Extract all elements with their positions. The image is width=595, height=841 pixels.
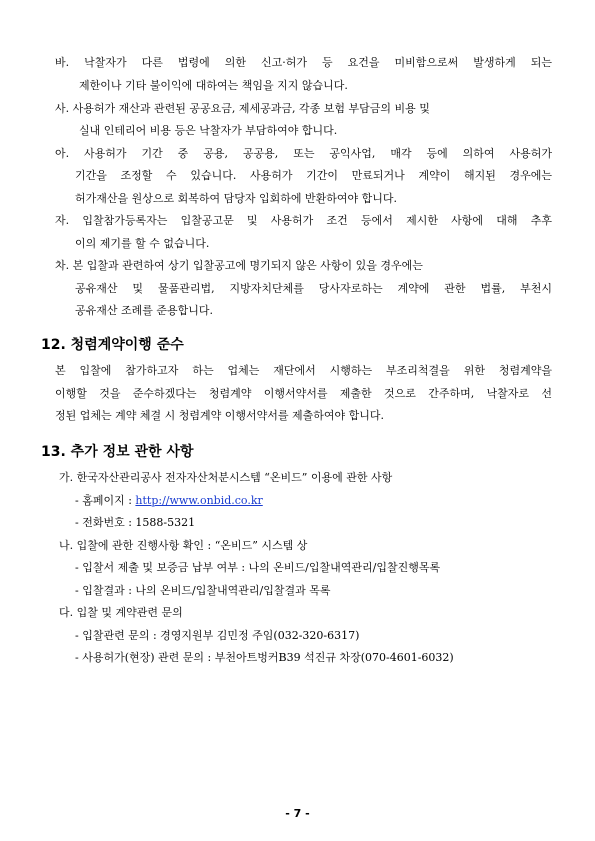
- clause-sa-line-2: 실내 인테리어 비용 등은 낙찰자가 부담하여야 합니다.: [79, 124, 338, 137]
- section-13-ga-title: 가. 한국자산관리공사 전자자산처분시스템 “온비드” 이용에 관한 사항: [59, 471, 393, 484]
- section-13-na-item-2: - 입찰결과 : 나의 온비드/입찰내역관리/입찰결과 목록: [75, 584, 331, 597]
- clause-ba-line-1: 바. 낙찰자가 다른 법령에 의한 신고·허가 등 요건을 미비함으로써 발생하게 되는: [55, 56, 552, 69]
- section-12-line-3: 정된 업체는 계약 체결 시 청렴계약 이행서약서를 제출하여야 합니다.: [55, 409, 384, 422]
- homepage-row: [75, 494, 263, 508]
- clause-ja-line-2: 이의 제기를 할 수 없습니다.: [75, 237, 210, 250]
- section-13-heading: 13. 추가 정보 관한 사항: [41, 444, 194, 460]
- clause-cha-line-2: 공유재산 및 물품관리법, 지방자치단체를 당사자로하는 계약에 관한 법률, 부천시: [75, 282, 552, 295]
- phone-number: - 전화번호 : 1588-5321: [75, 516, 196, 529]
- section-13-da-item-1: - 입찰관련 문의 : 경영지원부 김민정 주임(032-320-6317): [75, 629, 360, 642]
- section-12-line-2: 이행할 것을 준수하겠다는 청렴계약 이행서약서를 제출한 것으로 간주하며, 낙찰자로 선: [55, 387, 552, 400]
- clause-a-line-1: 아. 사용허가 기간 중 공용, 공공용, 또는 공익사업, 매각 등에 의하여 사용허가: [55, 147, 552, 160]
- section-12-heading: 12. 청렴계약이행 준수: [41, 337, 184, 353]
- section-13-na-title: 나. 입찰에 관한 진행사항 확인 : “온비드” 시스템 상: [59, 539, 308, 552]
- clause-a-line-2: 기간을 조정할 수 있습니다. 사용허가 기간이 만료되거나 계약이 해지된 경우에는: [75, 169, 552, 182]
- clause-cha-line-1: 차. 본 입찰과 관련하여 상기 입찰공고에 명기되지 않은 사항이 있을 경우에는: [55, 259, 423, 272]
- onbid-homepage-link[interactable]: http://www.onbid.co.kr: [135, 494, 263, 507]
- clause-ja-line-1: 자. 입찰참가등록자는 입찰공고문 및 사용허가 조건 등에서 제시한 사항에 대해 추후: [55, 214, 552, 227]
- section-12-line-1: 본 입찰에 참가하고자 하는 업체는 재단에서 시행하는 부조리척결을 위한 청렴계약을: [55, 364, 552, 377]
- clause-cha-line-3: 공유재산 조례를 준용합니다.: [75, 304, 214, 317]
- homepage-label: - 홈페이지 :: [75, 494, 136, 507]
- section-13-da-title: 다. 입찰 및 계약관련 문의: [59, 606, 183, 619]
- clause-ba-line-2: 제한이나 기타 불이익에 대하여는 책임을 지지 않습니다.: [79, 79, 348, 92]
- clause-sa-line-1: 사. 사용허가 재산과 관련된 공공요금, 제세공과금, 각종 보험 부담금의 비용 및: [55, 102, 430, 115]
- section-13-da-item-2: - 사용허가(현장) 관련 문의 : 부천아트벙커B39 석진규 차장(070-4601-6032): [75, 651, 454, 664]
- section-13-na-item-1: - 입찰서 제출 및 보증금 납부 여부 : 나의 온비드/입찰내역관리/입찰진행목록: [75, 561, 441, 574]
- page-number: - 7 -: [285, 807, 310, 820]
- clause-a-line-3: 허가재산을 원상으로 회복하여 담당자 입회하에 반환하여야 합니다.: [75, 192, 398, 205]
